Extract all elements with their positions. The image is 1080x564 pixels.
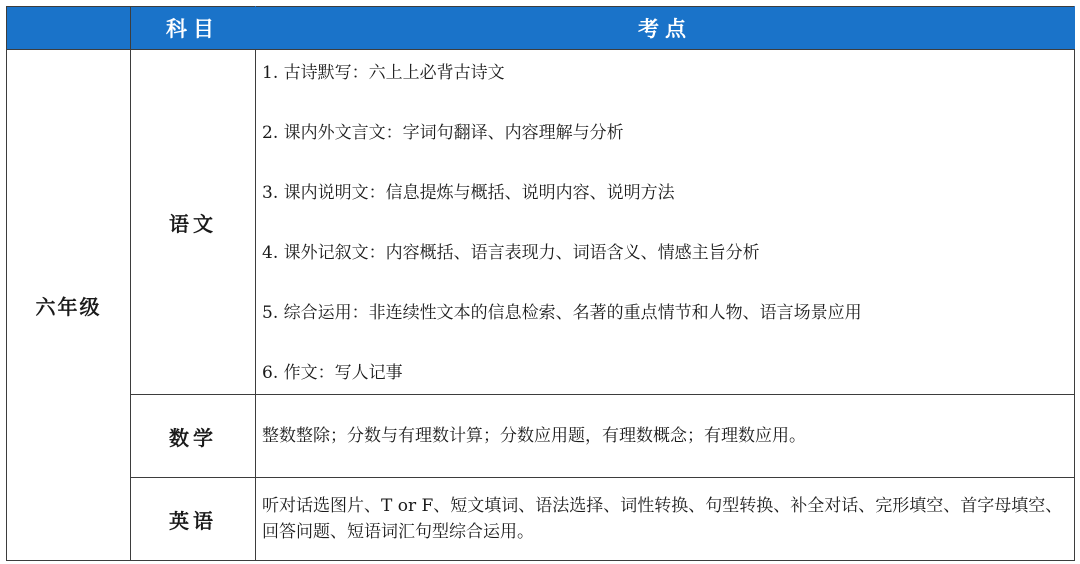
points-cell: [256, 50, 1075, 395]
points-cell: 整数整除；分数与有理数计算；分数应用题，有理数概念；有理数应用。: [256, 395, 1075, 478]
subject-cell: 英语: [131, 478, 256, 561]
table-row: [7, 50, 1075, 395]
point-item: 5. 综合运用：非连续性文本的信息检索、名著的重点情节和人物、语言场景应用: [262, 303, 862, 323]
header-row: [7, 7, 1075, 50]
point-item: 4. 课外记叙文：内容概括、语言表现力、词语含义、情感主旨分析: [262, 243, 760, 263]
header-exam-points: 考点: [256, 7, 1075, 50]
point-item: 1. 古诗默写：六上上必背古诗文: [262, 63, 505, 83]
exam-points-table: [6, 6, 1075, 561]
grade-cell: 六年级: [7, 50, 131, 561]
header-blank-cell: [7, 7, 131, 50]
table-row: [7, 395, 1075, 478]
point-item: 6. 作文：写人记事: [262, 363, 403, 383]
header-subject: 科目: [131, 7, 256, 50]
point-item: 3. 课内说明文：信息提炼与概括、说明内容、说明方法: [262, 183, 675, 203]
subject-cell: 数学: [131, 395, 256, 478]
points-cell: 听对话选图片、T or F、短文填词、语法选择、词性转换、句型转换、补全对话、完形填空、首字母填空、回答问题、短语词汇句型综合运用。: [256, 478, 1075, 561]
table-row: [7, 478, 1075, 561]
point-item: 2. 课内外文言文：字词句翻译、内容理解与分析: [262, 123, 624, 143]
subject-cell: 语文: [131, 50, 256, 395]
